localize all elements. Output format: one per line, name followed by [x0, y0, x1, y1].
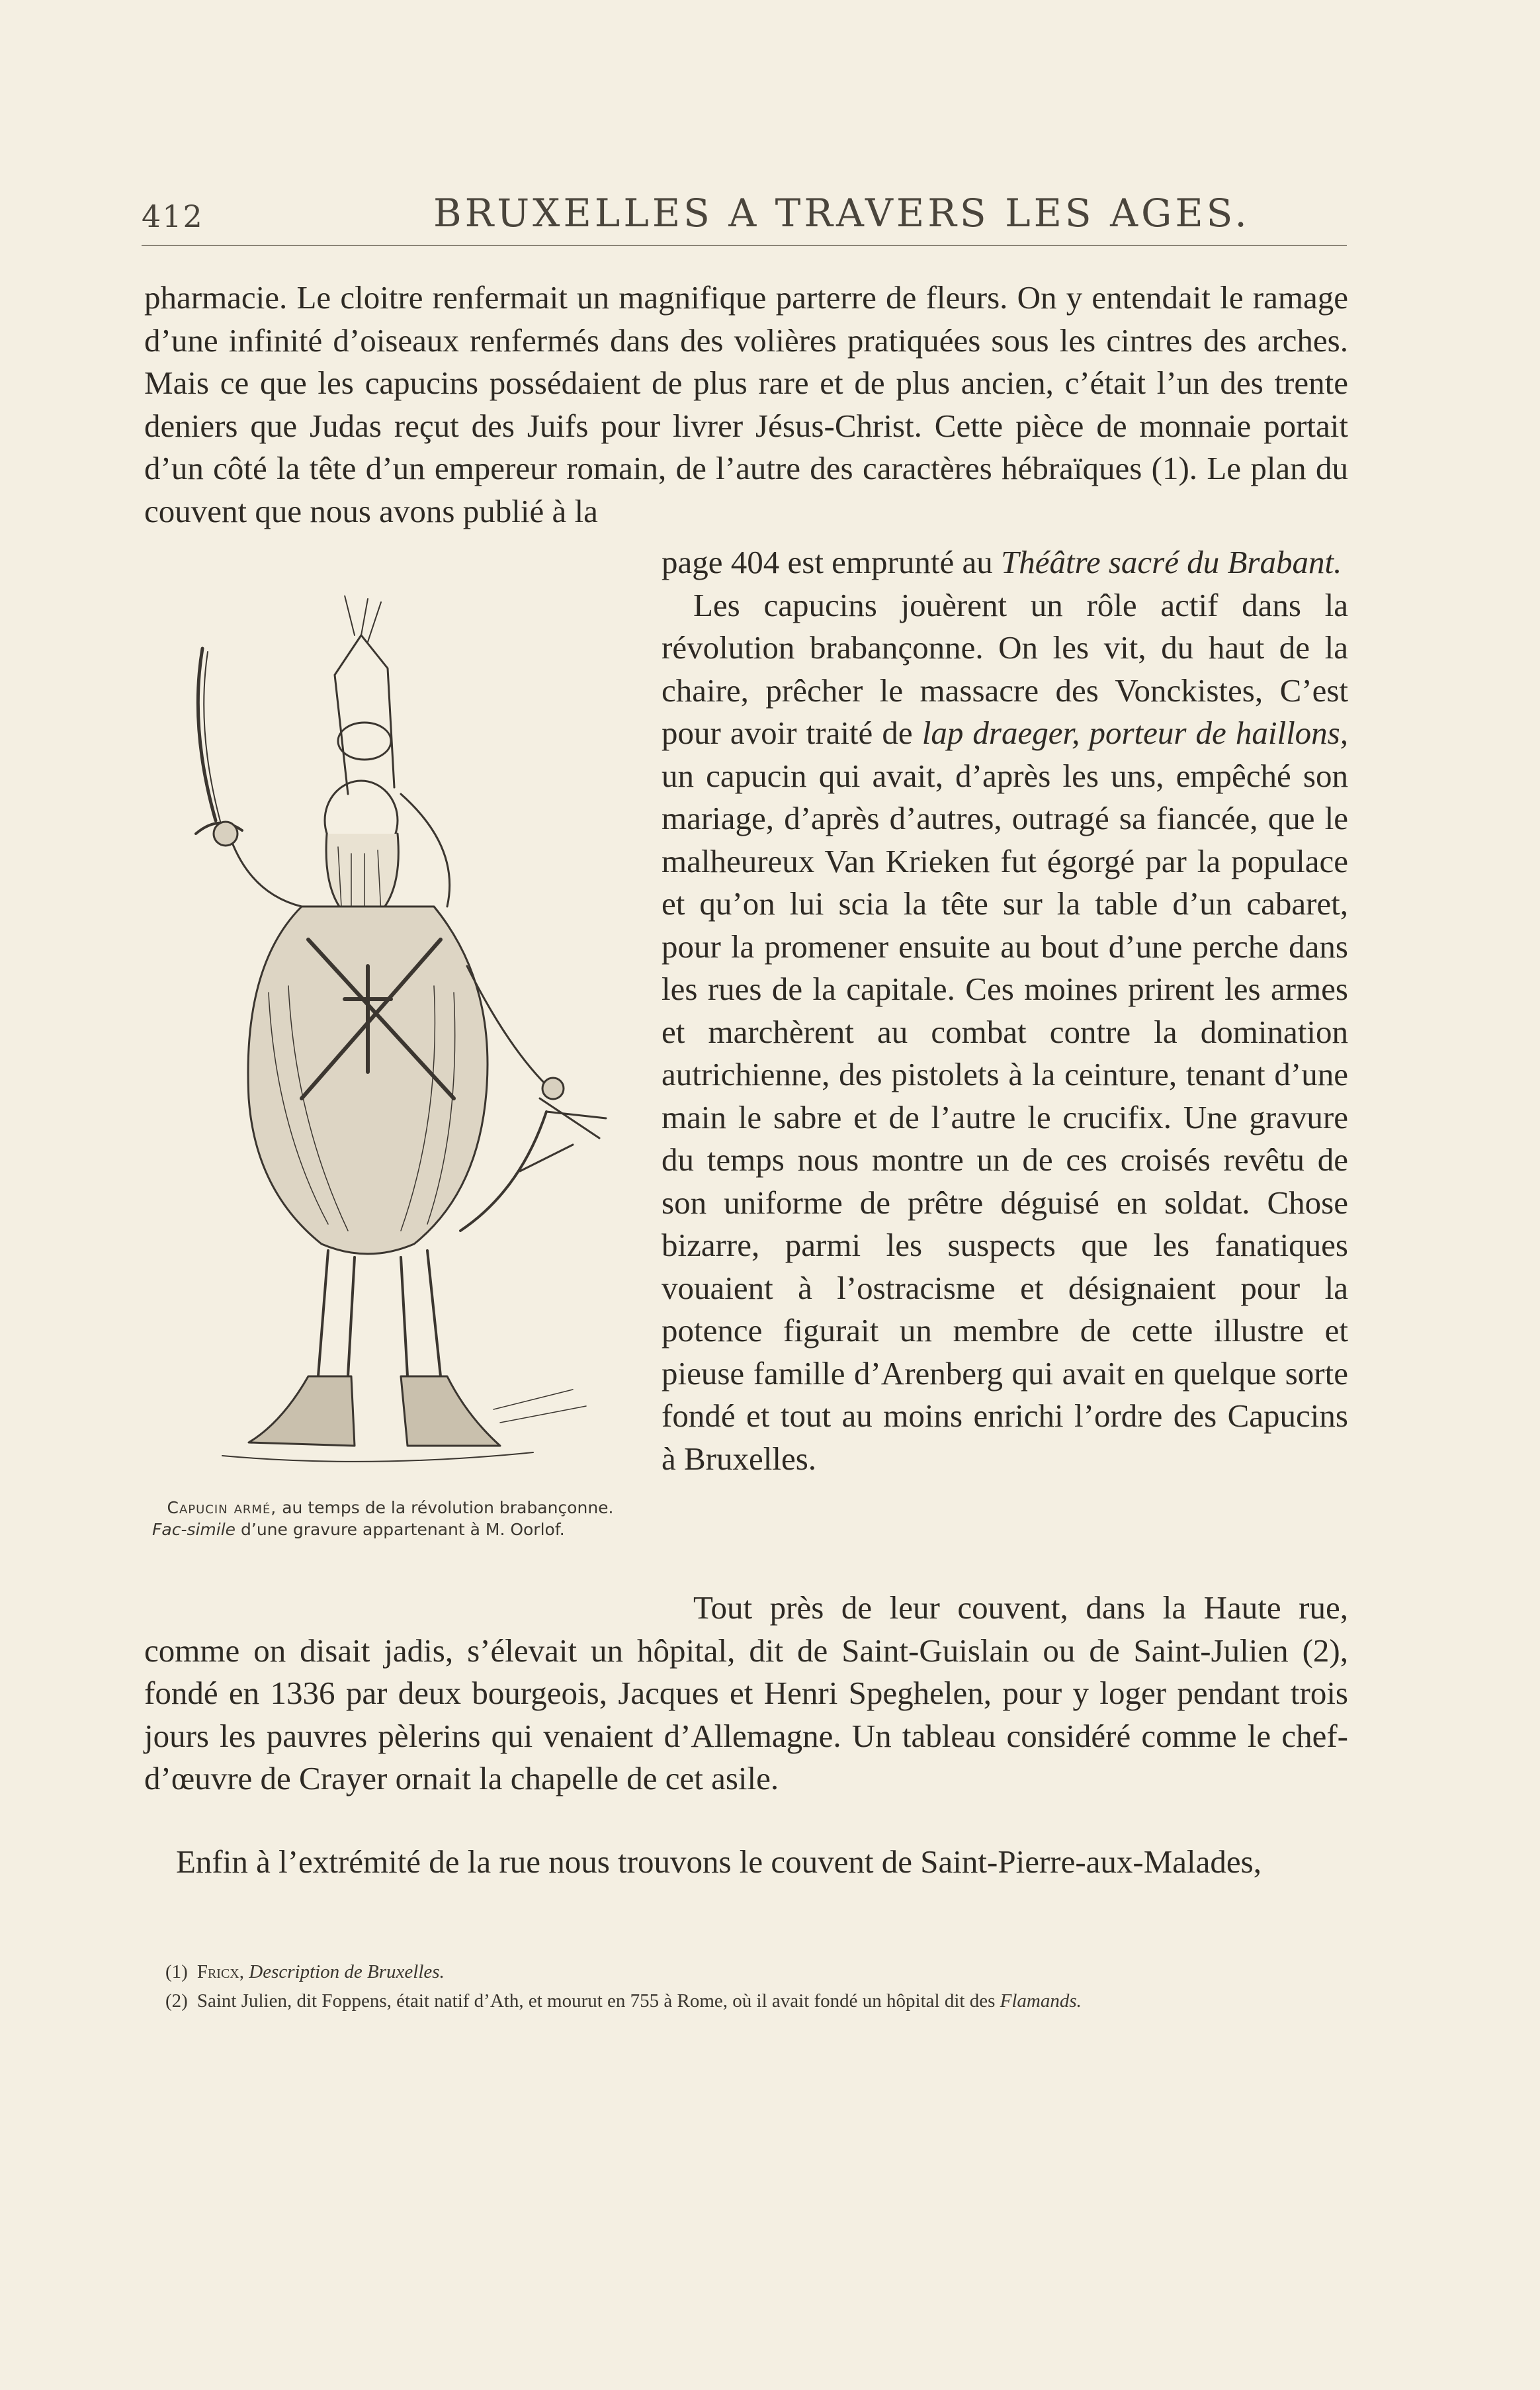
- lap-draeger-term: lap draeger, porteur de haillons,: [921, 715, 1348, 751]
- footnote-mark: (2): [165, 1990, 188, 2012]
- caption-title: [152, 1497, 628, 1519]
- header-rule: [142, 245, 1347, 246]
- running-title: BRUXELLES A TRAVERS LES AGES.: [433, 191, 1250, 236]
- caption-source: [152, 1519, 628, 1540]
- theatre-sacre-title: Théâtre sacré du Brabant.: [1000, 544, 1342, 580]
- caption-title-smallcaps: Capucin armé,: [167, 1498, 277, 1517]
- footnote-text: Saint Julien, dit Foppens, était natif d’Ath, et mourut en 755 à Rome, où il avait fondé un hôpital dit des: [196, 1990, 1000, 2012]
- paragraph-3-text: Tout près de leur couvent, dans la Haute rue, comme on disait jadis, s’élevait un hôpital, dit de Saint-Guislain ou de Saint-Julien (2), fondé en 1336 par deux bourgeois, Jacques et Henri Speghelen, pour y loger pendant trois jours les pauvres pèlerins qui venaient d’Allemagne. Un tableau considéré comme le chef-d’œuvre de Crayer ornait la chapelle de cet asile.: [144, 1589, 1348, 1796]
- paragraph-2-start: Les capucins jouèrent un rôle actif dans la révolution brabançonne. On les vit, du haut de la chaire, prêcher le massacre des Vonckistes, C’est pour avoir traité de: [662, 586, 1348, 751]
- paragraph-column: [662, 541, 1348, 1480]
- caption-source-italic: Fac-simile: [152, 1520, 236, 1539]
- footnote-author: Fricx,: [196, 1961, 244, 1982]
- footnote-2: [165, 1986, 1356, 2015]
- paragraph-1-continuation: page 404 est emprunté au: [662, 544, 1001, 580]
- caption-title-rest: au temps de la révolution brabançonne.: [277, 1498, 614, 1517]
- paragraph-1: pharmacie. Le cloitre renfermait un magnifique parterre de fleurs. On y entendait le ramage d’une infinité d’oiseaux renfermés dans des volières pratiquées sous les cintres des arches. Mais ce que les capucins possédaient de plus rare et de plus ancien, c’était l’un des trente deniers que Judas reçut des Juifs pour livrer Jésus-Christ. Cette pièce de monnaie portait d’un côté la tête d’un empereur romain, de l’autre des caractères hébraïques (1). Le plan du couvent que nous avons publié à la: [144, 279, 1348, 529]
- illustration-caption: [152, 1497, 628, 1540]
- page-number: 412: [142, 199, 204, 234]
- footnote-1: [165, 1957, 1356, 1986]
- footnotes: [165, 1957, 1356, 2015]
- footnote-work: Description de Bruxelles.: [249, 1961, 445, 1982]
- paragraph-2-end: un capucin qui avait, d’après les uns, empêché son mariage, d’après d’autres, outragé sa fiancée, que le malheureux Van Krieken fut égorgé par la populace et qu’on lui scia la tête sur la table d’un cabaret, pour la promener ensuite au bout d’une perche dans les rues de la capitale. Ces moines prirent les armes et marchèrent au combat contre la domination autrichienne, des pistolets à la ceinture, tenant d’une main le sabre et de l’autre le crucifix. Une gravure du temps nous montre un de ces croisés revêtu de son uniforme de prêtre déguisé en soldat. Chose bizarre, parmi les suspects que les fanatiques vouaient à l’ostracisme et désignaient pour la potence figurait un membre de cette illustre et pieuse famille d’Arenberg qui avait en quelque sorte fondé et tout au moins enrichi l’ordre des Capucins à Bruxelles.: [662, 757, 1348, 1477]
- footnote-mark: (1): [165, 1961, 188, 1982]
- paragraph-3: [144, 1587, 1348, 1800]
- caption-source-rest: d’une gravure appartenant à M. Oorlof.: [235, 1520, 565, 1539]
- capuchin-engraving: [150, 596, 632, 1482]
- footnote-work: Flamands.: [1000, 1990, 1082, 2012]
- paragraph-4: Enfin à l’extrémité de la rue nous trouvons le couvent de Saint-Pierre-aux-Malades,: [176, 1843, 1262, 1880]
